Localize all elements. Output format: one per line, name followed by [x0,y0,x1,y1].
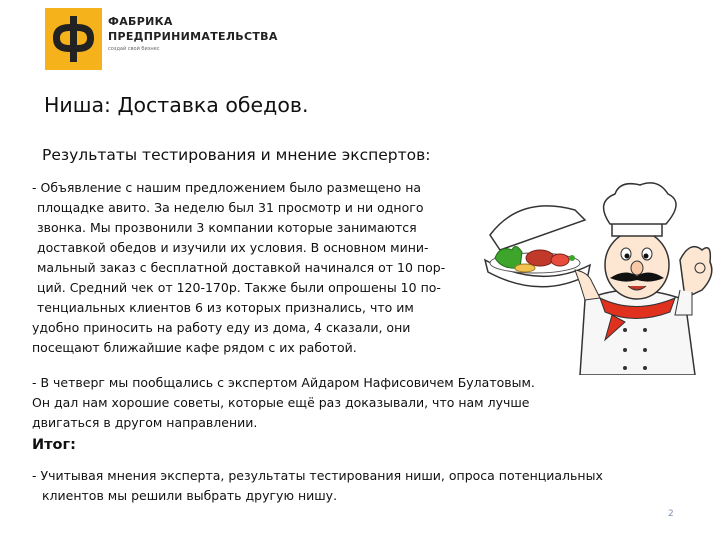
testing-results-paragraph [32,178,462,358]
page-title: Ниша: Доставка обедов. [44,93,309,117]
text-line: двигаться в другом направлении. [32,415,258,430]
text-line: посещают ближайшие кафе рядом с их работой. [32,340,357,355]
result-heading: Итог: [32,437,76,453]
chef-illustration [480,180,720,375]
text-line: Он дал нам хорошие советы, которые ещё раз доказывали, что нам лучше [32,395,530,410]
text-line: удобно приносить на работу еду из дома, 4 сказали, они [32,320,411,335]
page-number: 2 [668,509,674,519]
text-line: звонка. Мы прозвонили 3 компании которые занимаются [37,220,417,235]
text-line: - Учитывая мнения эксперта, результаты тестирования ниши, опроса потенциальных [32,468,603,483]
expert-opinion-paragraph [32,373,572,433]
logo-text-line2: ПРЕДПРИНИМАТЕЛЬСТВА [108,30,278,43]
text-line: - В четверг мы пообщались с экспертом Айдаром Нафисовичем Булатовым. [32,375,535,390]
text-line: тенциальных клиентов 6 из которых признались, что им [37,300,414,315]
conclusion-paragraph [32,466,632,506]
section-subtitle: Результаты тестирования и мнение экспертов: [42,146,431,164]
text-line: ций. Средний чек от 120-170р. Также были опрошены 10 по- [37,280,441,295]
company-logo [45,8,278,83]
text-line: мальный заказ с бесплатной доставкой начинался от 10 пор- [37,260,446,275]
text-line: - Объявление с нашим предложением было размещено на [32,180,422,195]
logo-tagline: создай свой бизнес [108,46,160,52]
logo-emblem [45,8,102,70]
text-line: площадке авито. За неделю был 31 просмотр и ни одного [37,200,424,215]
logo-text-line1: ФАБРИКА [108,15,173,28]
text-line: клиентов мы решили выбрать другую нишу. [42,488,338,503]
text-line: доставкой обедов и изучили их условия. В основном мини- [37,240,429,255]
